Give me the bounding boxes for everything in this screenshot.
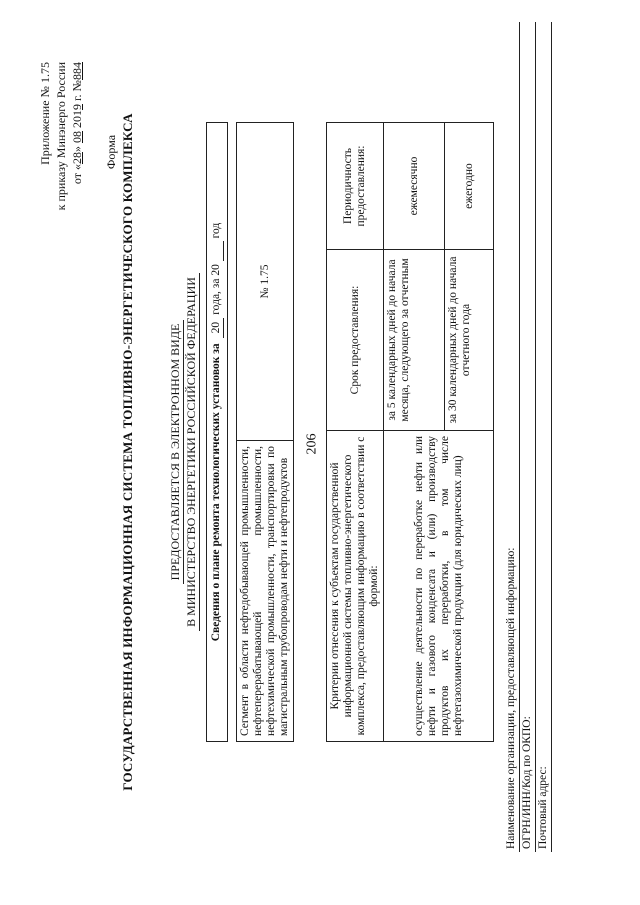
ogrn-label: ОГРН/ИНН/Код по ОКПО:: [520, 22, 536, 852]
form-sheet: [20, 22, 620, 882]
report-title-box: [206, 122, 228, 742]
segment-box: [236, 122, 294, 742]
order-month: 08: [70, 131, 84, 144]
criteria-header-row: [327, 123, 384, 742]
address-label: Почтовый адрес:: [536, 22, 552, 852]
appendix-line2: к приказу Минэнерго России: [54, 62, 68, 211]
deadline-header: Срок предоставления:: [327, 250, 384, 431]
provided-line2: В МИНИСТЕРСТВО ЭНЕРГЕТИКИ РОССИЙСКОЙ ФЕДЕРАЦИИ: [184, 273, 200, 631]
appendix-line1: Приложение № 1.75: [38, 62, 52, 165]
order-number: 884: [70, 62, 84, 80]
appendix-line3: от «28» 08 2019 г. №884: [70, 62, 84, 185]
periodicity-header: Периодичность предоставления:: [327, 123, 384, 250]
provided-block: [168, 142, 200, 762]
criteria-text: осуществление деятельности по переработке нефти или нефти и газового конденсата и (или) производству продуктов их переработки, в том числе нефтегазохимической продукции (для юридических лиц): [384, 431, 494, 742]
order-year-digit: 9: [70, 104, 84, 111]
table-row: [384, 123, 445, 742]
main-title: ГОСУДАРСТВЕННАЯ ИНФОРМАЦИОННАЯ СИСТЕМА ТОПЛИВНО-ЭНЕРГЕТИЧЕСКОГО КОМПЛЕКСА: [120, 113, 135, 791]
org-info-table: [504, 22, 552, 852]
report-title: Сведения о плане ремонта технологических установок за: [210, 343, 222, 642]
deadline-cell: за 30 календарных дней до начала отчетного года: [445, 250, 494, 431]
criteria-table: [326, 122, 494, 742]
deadline-cell: за 5 календарных дней до начала месяца, следующего за отчетным: [384, 250, 445, 431]
org-name-label: Наименование организации, предоставляющей информацию:: [504, 22, 520, 852]
periodicity-cell: ежемесячно: [384, 123, 445, 250]
form-number: № 1.75: [237, 123, 294, 441]
segment-text: Сегмент в области нефтедобывающей промышленности, нефтеперерабатывающей промышленности, нефтехимической промышленности, транспортировки по магистральным трубопроводам нефти и нефтепродуктов: [237, 441, 294, 742]
page-number: 206: [304, 433, 320, 455]
form-label: Форма: [104, 134, 118, 170]
report-title-end: год: [210, 222, 222, 239]
report-title-mid: года, за 20: [210, 264, 222, 315]
order-day: 28: [70, 152, 84, 165]
criteria-header: Критерии отнесения к субъектам государственной информационной системы топливно-энергетического комплекса, предоставляющим информацию в соответствии с формой:: [327, 431, 384, 742]
report-year1: 20: [210, 318, 224, 338]
periodicity-cell: ежегодно: [445, 123, 494, 250]
provided-line1: ПРЕДОСТАВЛЯЕТСЯ В ЭЛЕКТРОННОМ ВИДЕ: [168, 320, 184, 585]
